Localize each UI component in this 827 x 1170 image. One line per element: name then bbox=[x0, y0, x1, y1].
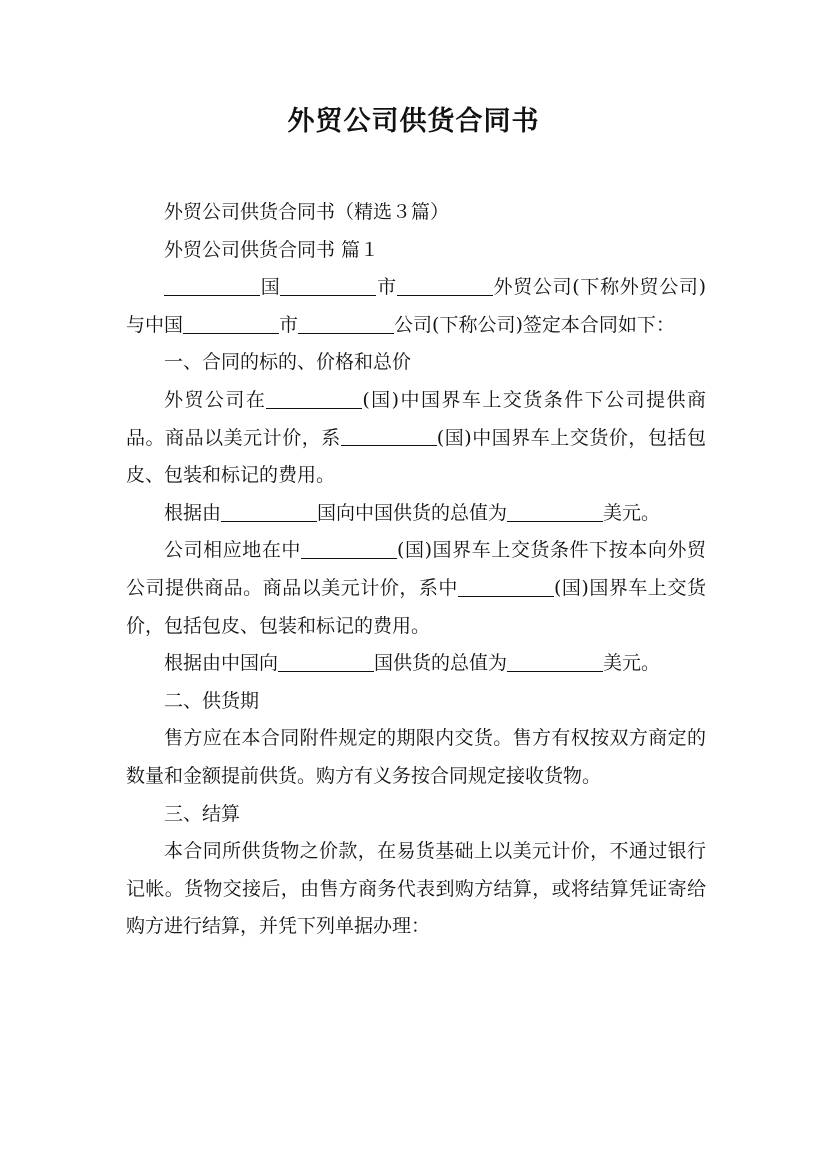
fill-in-blank[interactable] bbox=[278, 652, 374, 672]
paragraph-supply-period bbox=[126, 720, 706, 795]
section-heading-3 bbox=[126, 796, 706, 834]
fill-in-blank[interactable] bbox=[507, 502, 603, 522]
fill-in-blank[interactable] bbox=[183, 314, 279, 334]
text-segment: 根据由中国向 bbox=[164, 652, 279, 675]
fill-in-blank[interactable] bbox=[280, 276, 376, 296]
document-title: 外贸公司供货合同书 bbox=[287, 106, 540, 137]
paragraph-foreign-total bbox=[126, 495, 706, 533]
text-segment: 国供货的总值为 bbox=[374, 652, 508, 675]
document-body bbox=[126, 194, 706, 946]
text-segment: 二、供货期 bbox=[164, 689, 260, 712]
paragraph-section-label bbox=[126, 232, 706, 270]
fill-in-blank[interactable] bbox=[301, 539, 397, 559]
fill-in-blank[interactable] bbox=[221, 502, 317, 522]
fill-in-blank[interactable] bbox=[341, 426, 437, 446]
text-segment: 本合同所供货物之价款，在易货基础上以美元计价，不通过银行记帐。货物交接后，由售方商务代表到购方结算，或将结算凭证寄给购方进行结算，并凭下列单据办理： bbox=[126, 840, 706, 938]
text-segment: 美元。 bbox=[603, 501, 661, 524]
fill-in-blank[interactable] bbox=[266, 389, 362, 409]
text-segment: 美元。 bbox=[603, 652, 661, 675]
text-segment: 外贸公司(下称外贸公司)与中国 bbox=[126, 276, 706, 336]
text-segment: 售方应在本合同附件规定的期限内交货。售方有权按双方商定的数量和金额提前供货。购方有义务按合同规定接收货物。 bbox=[126, 727, 706, 787]
text-segment: (国)中国界车上交货条件下公司提供商品。商品以美元计价，系 bbox=[126, 388, 706, 449]
text-segment: 外贸公司供货合同书（精选３篇） bbox=[164, 201, 450, 223]
text-segment: (国)中国界车上交货价，包括包皮、包装和标记的费用。 bbox=[126, 426, 706, 487]
fill-in-blank[interactable] bbox=[164, 276, 260, 296]
paragraph-domestic-total bbox=[126, 645, 706, 683]
fill-in-blank[interactable] bbox=[298, 314, 394, 334]
fill-in-blank[interactable] bbox=[397, 276, 493, 296]
section-heading-2 bbox=[126, 683, 706, 721]
paragraph-subtitle bbox=[126, 194, 706, 232]
fill-in-blank[interactable] bbox=[458, 577, 554, 597]
text-segment: 市 bbox=[376, 276, 397, 299]
section-heading-1 bbox=[126, 344, 706, 382]
paragraph-parties bbox=[126, 269, 706, 344]
fill-in-blank[interactable] bbox=[507, 652, 603, 672]
text-segment: 外贸公司供货合同书 篇１ bbox=[164, 238, 380, 261]
text-segment: (国)国界车上交货条件下按本向外贸公司提供商品。商品以美元计价，系中 bbox=[126, 539, 706, 599]
text-segment: 公司相应地在中 bbox=[164, 539, 302, 562]
text-segment: 国向中国供货的总值为 bbox=[317, 501, 508, 524]
text-segment: (国)国界车上交货价，包括包皮、包装和标记的费用。 bbox=[126, 576, 706, 637]
text-segment: 一、合同的标的、价格和总价 bbox=[164, 351, 412, 374]
text-segment: 外贸公司在 bbox=[164, 388, 267, 411]
text-segment: 市 bbox=[279, 313, 299, 336]
text-segment: 公司(下称公司)签定本合同如下： bbox=[394, 313, 675, 336]
paragraph-settlement bbox=[126, 833, 706, 946]
text-segment: 三、结算 bbox=[164, 802, 241, 825]
text-segment: 国 bbox=[260, 276, 281, 299]
text-segment: 根据由 bbox=[164, 501, 222, 524]
paragraph-foreign-supply bbox=[126, 382, 706, 495]
paragraph-domestic-supply bbox=[126, 532, 706, 645]
